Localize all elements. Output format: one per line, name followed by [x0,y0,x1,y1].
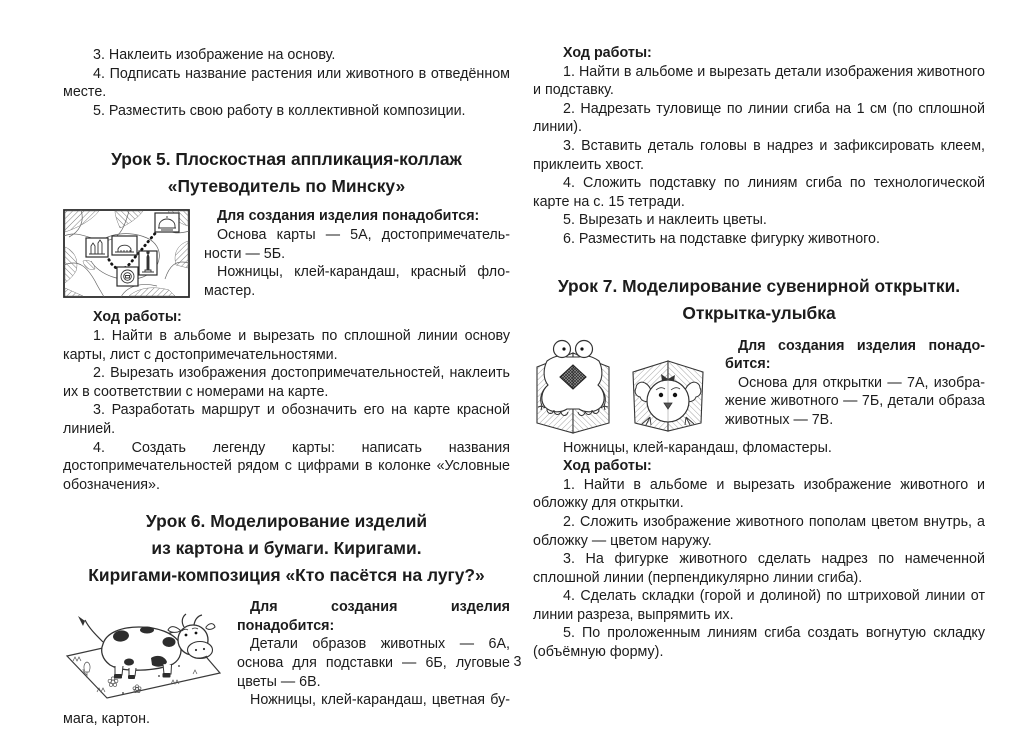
work-step: 6. Разместить на подставке фигурку животного. [563,230,880,247]
materials-line: Детали образов животных — 6А, основа для подставки — 6Б, луговые цветы — 6В. [237,636,510,690]
lesson6-title-line3: Киригами-композиция «Кто пасётся на лугу?» [88,565,485,586]
cow-illustration [63,600,223,700]
frog-and-chick-cards-illustration [533,339,713,439]
lesson7-title-line2: Открытка-улыбка [682,302,836,323]
materials-heading: Для создания изделия понадобится: [237,599,510,634]
materials-line: Основа для открытки — 7А, изображение животного — 7Б, детали образа животных — 7В. [725,374,985,428]
lesson5-title [63,146,510,200]
work-step: 5. По проложенным линиям сгиба создать вогнутую складку (объёмную форму). [533,625,985,661]
work-step: 2. Сложить изображение животного пополам цветом внутрь, а обложку — цветом наружу. [533,513,985,549]
materials-line: Ножницы, клей-карандаш, фломастеры. [563,439,832,456]
work-step: 2. Вырезать изображения достопримечательностей, наклеить их в соответствии с номерами на карте. [63,365,510,400]
map-illustration [63,209,190,298]
work-step: 3. На фигурке животного сделать надрез по намеченной сплошной линии (перпендикулярно линии сгиба). [533,551,985,586]
lesson5-title-line1: Урок 5. Плоскостная аппликация-коллаж [111,149,462,170]
steps-heading: Ход работы: [93,309,182,326]
work-step: 3. Вставить деталь головы в надрез и зафиксировать клеем, приклеить хвост. [533,137,985,173]
work-step: 3. Разработать маршрут и обозначить его на карте красной линией. [63,402,510,437]
lesson7-title [533,273,985,327]
lesson7-title-line1: Урок 7. Моделирование сувенирной открытки. [557,275,961,296]
work-step: 4. Создать легенду карты: написать названия достопримечательностей рядом с цифрами в колонке «Условные обозначения». [63,439,510,493]
steps-heading: Ход работы: [563,45,652,61]
work-step: 1. Найти в альбоме и вырезать изображение животного и обложку для открытки. [533,476,985,512]
work-step: 1. Найти в альбоме и вырезать детали изображения животного и подставку. [533,63,985,99]
lesson6-title [63,508,510,589]
materials-line: Основа карты — 5А, достопримечательности — 5Б. [204,226,510,262]
materials-line: Ножницы, клей-карандаш, красный фломастер. [204,264,510,299]
work-step: 1. Найти в альбоме и вырезать по сплошной линии основу карты, лист с достопримечательностями. [63,327,510,363]
work-step: 4. Сделать складки (горой и долиной) по штриховой линии от линии разреза, выпрямить их. [533,588,985,623]
lesson6-title-line1: Урок 6. Моделирование изделий [145,511,428,532]
list-item: 3. Наклеить изображение на основу. [93,47,336,63]
work-step: 2. Надрезать туловище по линии сгиба на 1 см (по сплошной линии). [533,100,985,136]
lesson6-title-line2: из картона и бумаги. Киригами. [151,538,422,559]
chick-card [633,361,703,431]
frog-card [537,340,609,433]
materials-heading: Для создания изделия понадобится: [725,337,985,373]
steps-heading: Ход работы: [563,458,652,475]
list-item: 4. Подписать название растения или животного в отведённом месте. [63,65,510,101]
lesson5-title-line2: «Путеводитель по Минску» [167,176,406,197]
page-number: 3 [513,654,522,670]
materials-line: Ножницы, клей-карандаш, цветная бумага, картон. [63,692,510,727]
list-item: 5. Разместить свою работу в коллективной композиции. [93,102,466,119]
materials-heading: Для создания изделия понадобится: [217,208,480,225]
work-step: 5. Вырезать и наклеить цветы. [563,212,767,229]
right-column [533,44,985,662]
work-step: 4. Сложить подставку по линиям сгиба по технологической карте на с. 15 тетради. [533,175,985,210]
left-column [63,46,510,728]
